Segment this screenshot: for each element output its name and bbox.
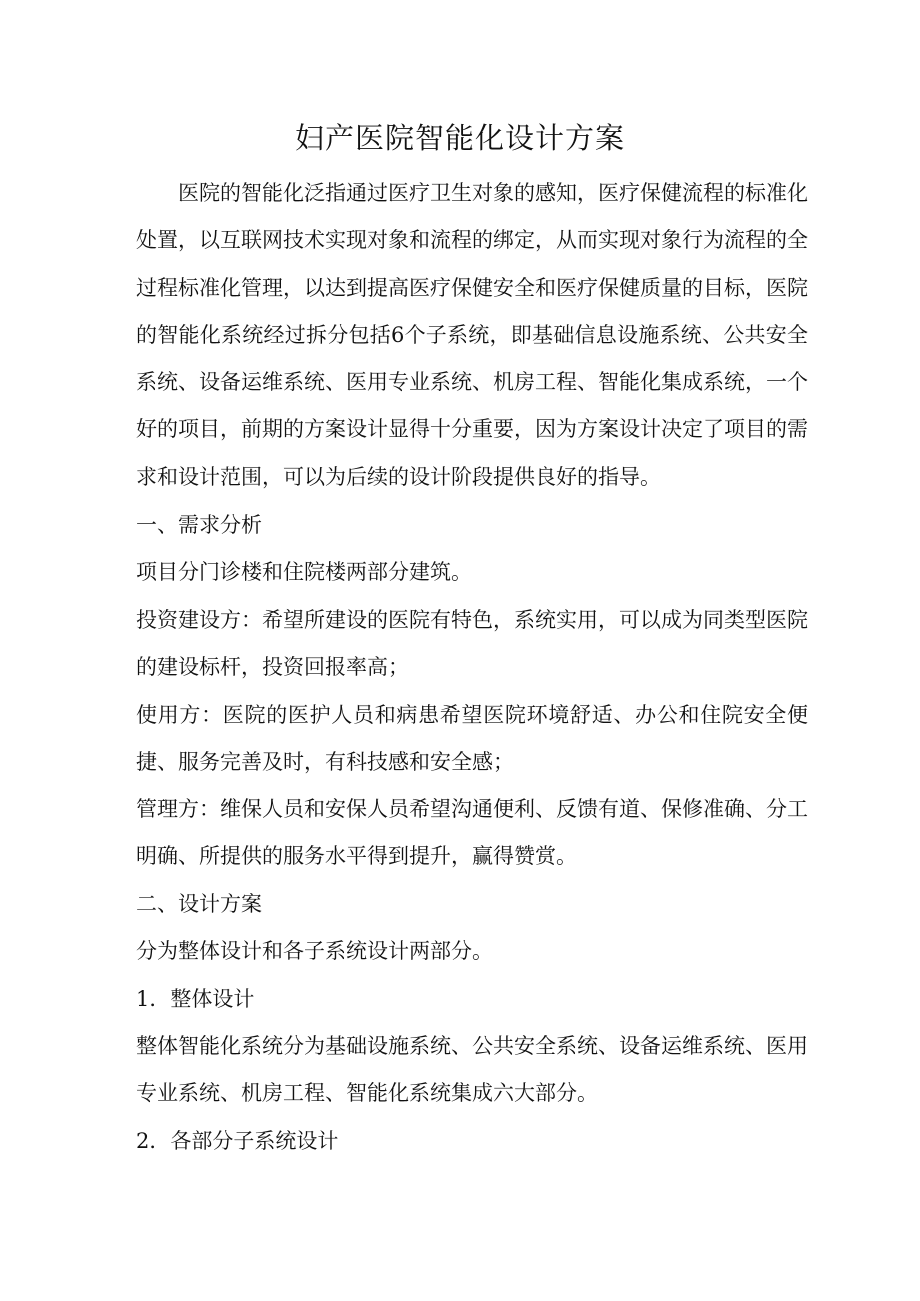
item2-heading: 2．各部分子系统设计: [136, 1129, 339, 1153]
section1-paragraph-1: 项目分门诊楼和住院楼两部分建筑。: [136, 560, 472, 584]
section1-paragraph-2: 投资建设方：希望所建设的医院有特色，系统实用，可以成为同类型医院的建设标杆，投资回报率高；: [136, 608, 808, 680]
section1-heading: 一、需求分析: [136, 513, 262, 537]
section2-paragraph-1: 分为整体设计和各子系统设计两部分。: [136, 939, 493, 963]
item1-paragraph-1: 整体智能化系统分为基础设施系统、公共安全系统、设备运维系统、医用专业系统、机房工程、智能化系统集成六大部分。: [136, 1034, 808, 1106]
section1-paragraph-3: 使用方：医院的医护人员和病患希望医院环境舒适、办公和住院安全便捷、服务完善及时，有科技感和安全感；: [136, 703, 808, 775]
document-title: 妇产医院智能化设计方案: [294, 121, 625, 155]
intro-paragraph: 医院的智能化泛指通过医疗卫生对象的感知，医疗保健流程的标准化处置，以互联网技术实现对象和流程的绑定，从而实现对象行为流程的全过程标准化管理，以达到提高医疗保健安全和医疗保健质量的目标，医院的智能化系统经过拆分包括6个子系统，即基础信息设施系统、公共安全系统、设备运维系统、医用专业系统、机房工程、智能化集成系统，一个好的项目，前期的方案设计显得十分重要，因为方案设计决定了项目的需求和设计范围，可以为后续的设计阶段提供良好的指导。: [136, 181, 808, 489]
section1-paragraph-4: 管理方：维保人员和安保人员希望沟通便利、反馈有道、保修准确、分工明确、所提供的服务水平得到提升，赢得赞赏。: [136, 797, 808, 869]
item1-heading: 1．整体设计: [136, 987, 255, 1011]
section2-heading: 二、设计方案: [136, 892, 262, 916]
